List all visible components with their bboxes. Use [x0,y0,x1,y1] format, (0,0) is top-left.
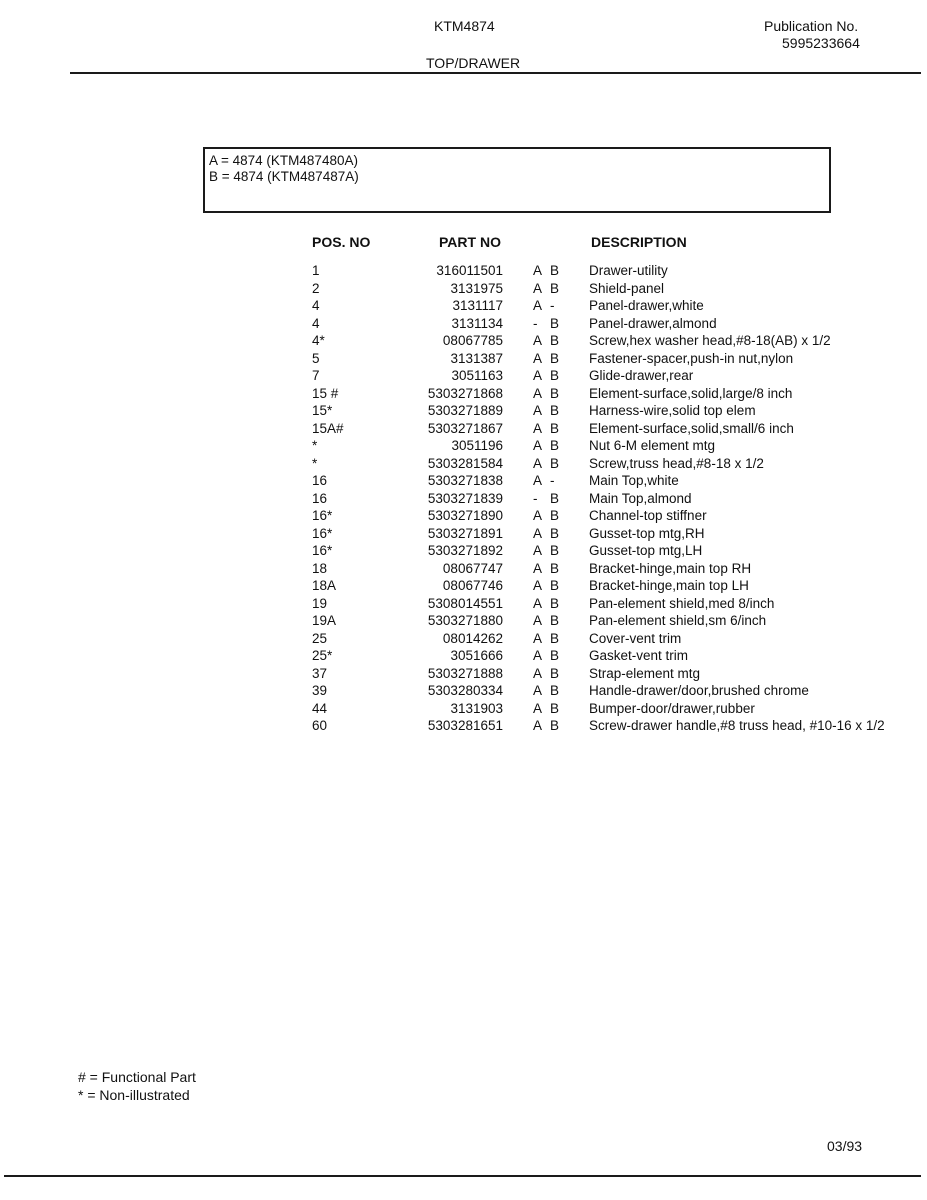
description-cell: Nut 6-M element mtg [589,438,716,453]
column-header-pos: POS. NO [312,234,371,250]
part-no-cell: 5303271890 [427,508,503,523]
model-a-cell: A [533,560,543,576]
model-a-cell: A [533,665,543,681]
part-no-cell: 5303271867 [427,420,503,436]
table-row [0,647,927,665]
model-b-cell: B [550,508,560,523]
description-cell: Screw-drawer handle,#8 truss head, #10-16 x 1/2 [589,718,885,733]
table-row [0,350,927,368]
pos-no-cell: 18A [312,578,337,593]
description-cell: Strap-element mtg [589,665,701,681]
model-b-cell: B [550,315,560,331]
column-header-description: DESCRIPTION [591,234,687,250]
pos-no-cell: 39 [312,683,328,698]
pos-no-cell: * [312,438,318,453]
parts-table [0,262,927,753]
description-cell: Gasket-vent trim [589,648,689,663]
description-cell: Fastener-spacer,push-in nut,nylon [589,350,794,366]
part-no-cell: 5303271889 [427,403,503,418]
table-row [0,577,927,595]
model-a-cell: A [533,595,543,611]
table-row [0,472,927,490]
part-no-cell: 08067746 [442,578,503,593]
table-row [0,280,927,298]
table-row [0,507,927,525]
model-b-cell: B [550,403,560,418]
pos-no-cell: 15 # [312,385,339,401]
pos-no-cell: 60 [312,718,328,733]
model-b-cell: B [550,630,560,646]
model-b-cell: B [550,525,560,541]
part-no-cell: 3131134 [451,315,503,331]
part-no-cell: 08067747 [442,560,503,576]
table-row [0,455,927,473]
model-b-cell: B [550,665,560,681]
part-no-cell: 5303281651 [427,718,503,733]
part-no-cell: 5303271888 [427,665,503,681]
pos-no-cell: 4* [312,333,325,348]
model-b-cell: B [550,280,560,296]
model-b-cell: B [550,263,560,278]
pos-no-cell: 7 [312,368,320,383]
part-no-cell: 3051196 [451,438,503,453]
model-a-cell: A [533,578,543,593]
model-a-cell: A [533,263,543,278]
model-b-cell: B [550,595,560,611]
pos-no-cell: 19 [312,595,328,611]
model-a-cell: - [533,315,538,331]
description-cell: Shield-panel [589,280,665,296]
model-a-cell: A [533,525,543,541]
pos-no-cell: 37 [312,665,328,681]
description-cell: Pan-element shield,med 8/inch [589,595,775,611]
header-rule [70,72,921,74]
pos-no-cell: 5 [312,350,320,366]
model-b-cell: B [550,683,560,698]
pos-no-cell: 1 [312,263,320,278]
part-no-cell: 3051666 [450,648,503,663]
description-cell: Glide-drawer,rear [589,368,694,383]
pos-no-cell: 15A# [312,420,344,436]
description-cell: Bumper-door/drawer,rubber [589,700,755,716]
model-a-cell: A [533,613,543,628]
model-b-cell: - [550,298,555,313]
table-row [0,682,927,700]
model-b-cell: B [550,613,560,628]
model-b-cell: B [550,368,560,383]
legend-line-b: B = 4874 (KTM487487A) [209,169,359,184]
model-b-cell: B [550,350,560,366]
description-cell: Gusset-top mtg,RH [589,525,705,541]
part-no-cell: 3131975 [450,280,503,296]
revision-date: 03/93 [827,1138,863,1154]
publication-label: Publication No. [764,18,859,34]
pos-no-cell: * [312,455,318,471]
table-row [0,402,927,420]
table-row [0,437,927,455]
model-b-cell: B [550,455,560,471]
description-cell: Element-surface,solid,small/6 inch [589,420,794,436]
model-a-cell: A [533,455,543,471]
pos-no-cell: 25 [312,630,328,646]
pos-no-cell: 16* [312,525,333,541]
table-row [0,665,927,683]
description-cell: Gusset-top mtg,LH [589,543,703,558]
part-no-cell: 08014262 [442,630,503,646]
part-no-cell: 5303271891 [427,525,503,541]
pos-no-cell: 25* [312,648,333,663]
model-b-cell: B [550,385,560,401]
part-no-cell: 5308014551 [427,595,503,611]
table-row [0,700,927,718]
model-b-cell: B [550,420,560,436]
model-b-cell: B [550,333,560,348]
pos-no-cell: 16 [312,490,328,506]
pos-no-cell: 4 [312,315,320,331]
table-row [0,630,927,648]
table-row [0,315,927,333]
model-a-cell: A [533,298,543,313]
pos-no-cell: 44 [312,700,328,716]
description-cell: Handle-drawer/door,brushed chrome [589,683,809,698]
part-no-cell: 5303271892 [427,543,503,558]
model-b-cell: B [550,543,560,558]
part-no-cell: 5303271868 [427,385,503,401]
part-no-cell: 5303271838 [427,473,503,488]
model-b-cell: B [550,560,560,576]
description-cell: Bracket-hinge,main top LH [589,578,749,593]
model-a-cell: A [533,508,543,523]
description-cell: Cover-vent trim [589,630,682,646]
model-b-cell: B [550,700,560,716]
part-no-cell: 5303280334 [427,683,503,698]
model-a-cell: A [533,403,543,418]
part-no-cell: 08067785 [442,333,503,348]
model-a-cell: A [533,368,543,383]
pos-no-cell: 2 [312,280,320,296]
model-a-cell: A [533,718,543,733]
model-a-cell: A [533,420,543,436]
pos-no-cell: 19A [312,613,337,628]
model-b-cell: B [550,648,560,663]
description-cell: Main Top,white [589,473,679,488]
legend-line-a: A = 4874 (KTM487480A) [209,153,358,168]
pos-no-cell: 16* [312,508,333,523]
model-b-cell: B [550,578,560,593]
footnote-functional: # = Functional Part [78,1069,196,1085]
model-b-cell: B [550,490,560,506]
pos-no-cell: 16* [312,543,333,558]
pos-no-cell: 18 [312,560,328,576]
model-a-cell: A [533,700,543,716]
table-row [0,542,927,560]
model-number: KTM4874 [434,18,495,34]
pos-no-cell: 4 [312,298,320,313]
model-a-cell: A [533,350,543,366]
table-row [0,490,927,508]
model-a-cell: A [533,543,543,558]
part-no-cell: 316011501 [436,263,503,278]
part-no-cell: 3131903 [450,700,503,716]
table-row [0,595,927,613]
model-a-cell: A [533,683,543,698]
pos-no-cell: 15* [312,403,333,418]
model-a-cell: A [533,333,543,348]
description-cell: Bracket-hinge,main top RH [589,560,752,576]
part-no-cell: 5303271839 [427,490,503,506]
part-no-cell: 3051163 [451,368,503,383]
description-cell: Panel-drawer,white [589,298,704,313]
description-cell: Panel-drawer,almond [589,315,717,331]
part-no-cell: 5303271880 [427,613,503,628]
model-a-cell: A [533,280,543,296]
table-row [0,332,927,350]
description-cell: Screw,hex washer head,#8-18(AB) x 1/2 [589,333,831,348]
table-row [0,612,927,630]
model-a-cell: - [533,490,538,506]
part-no-cell: 3131117 [452,298,503,313]
part-no-cell: 3131387 [450,350,503,366]
description-cell: Channel-top stiffner [589,508,707,523]
table-row [0,525,927,543]
publication-number: 5995233664 [782,35,860,51]
footer-rule [4,1175,921,1177]
section-title: TOP/DRAWER [426,55,521,71]
model-a-cell: A [533,385,543,401]
model-b-cell: B [550,718,560,733]
pos-no-cell: 16 [312,473,328,488]
part-no-cell: 5303281584 [427,455,503,471]
column-header-part: PART NO [439,234,501,250]
description-cell: Pan-element shield,sm 6/inch [589,613,767,628]
description-cell: Drawer-utility [589,263,668,278]
description-cell: Main Top,almond [589,490,692,506]
description-cell: Screw,truss head,#8-18 x 1/2 [589,455,764,471]
model-a-cell: A [533,473,543,488]
model-a-cell: A [533,438,543,453]
model-a-cell: A [533,630,543,646]
table-row [0,420,927,438]
model-legend-box [203,147,831,213]
description-cell: Harness-wire,solid top elem [589,403,756,418]
table-row [0,297,927,315]
footnote-non-illustrated: * = Non-illustrated [78,1087,190,1103]
table-row [0,262,927,280]
description-cell: Element-surface,solid,large/8 inch [589,385,793,401]
model-b-cell: B [550,438,560,453]
table-row [0,385,927,403]
table-row [0,367,927,385]
table-row [0,717,927,753]
table-row [0,560,927,578]
model-a-cell: A [533,648,543,663]
model-b-cell: - [550,473,555,488]
